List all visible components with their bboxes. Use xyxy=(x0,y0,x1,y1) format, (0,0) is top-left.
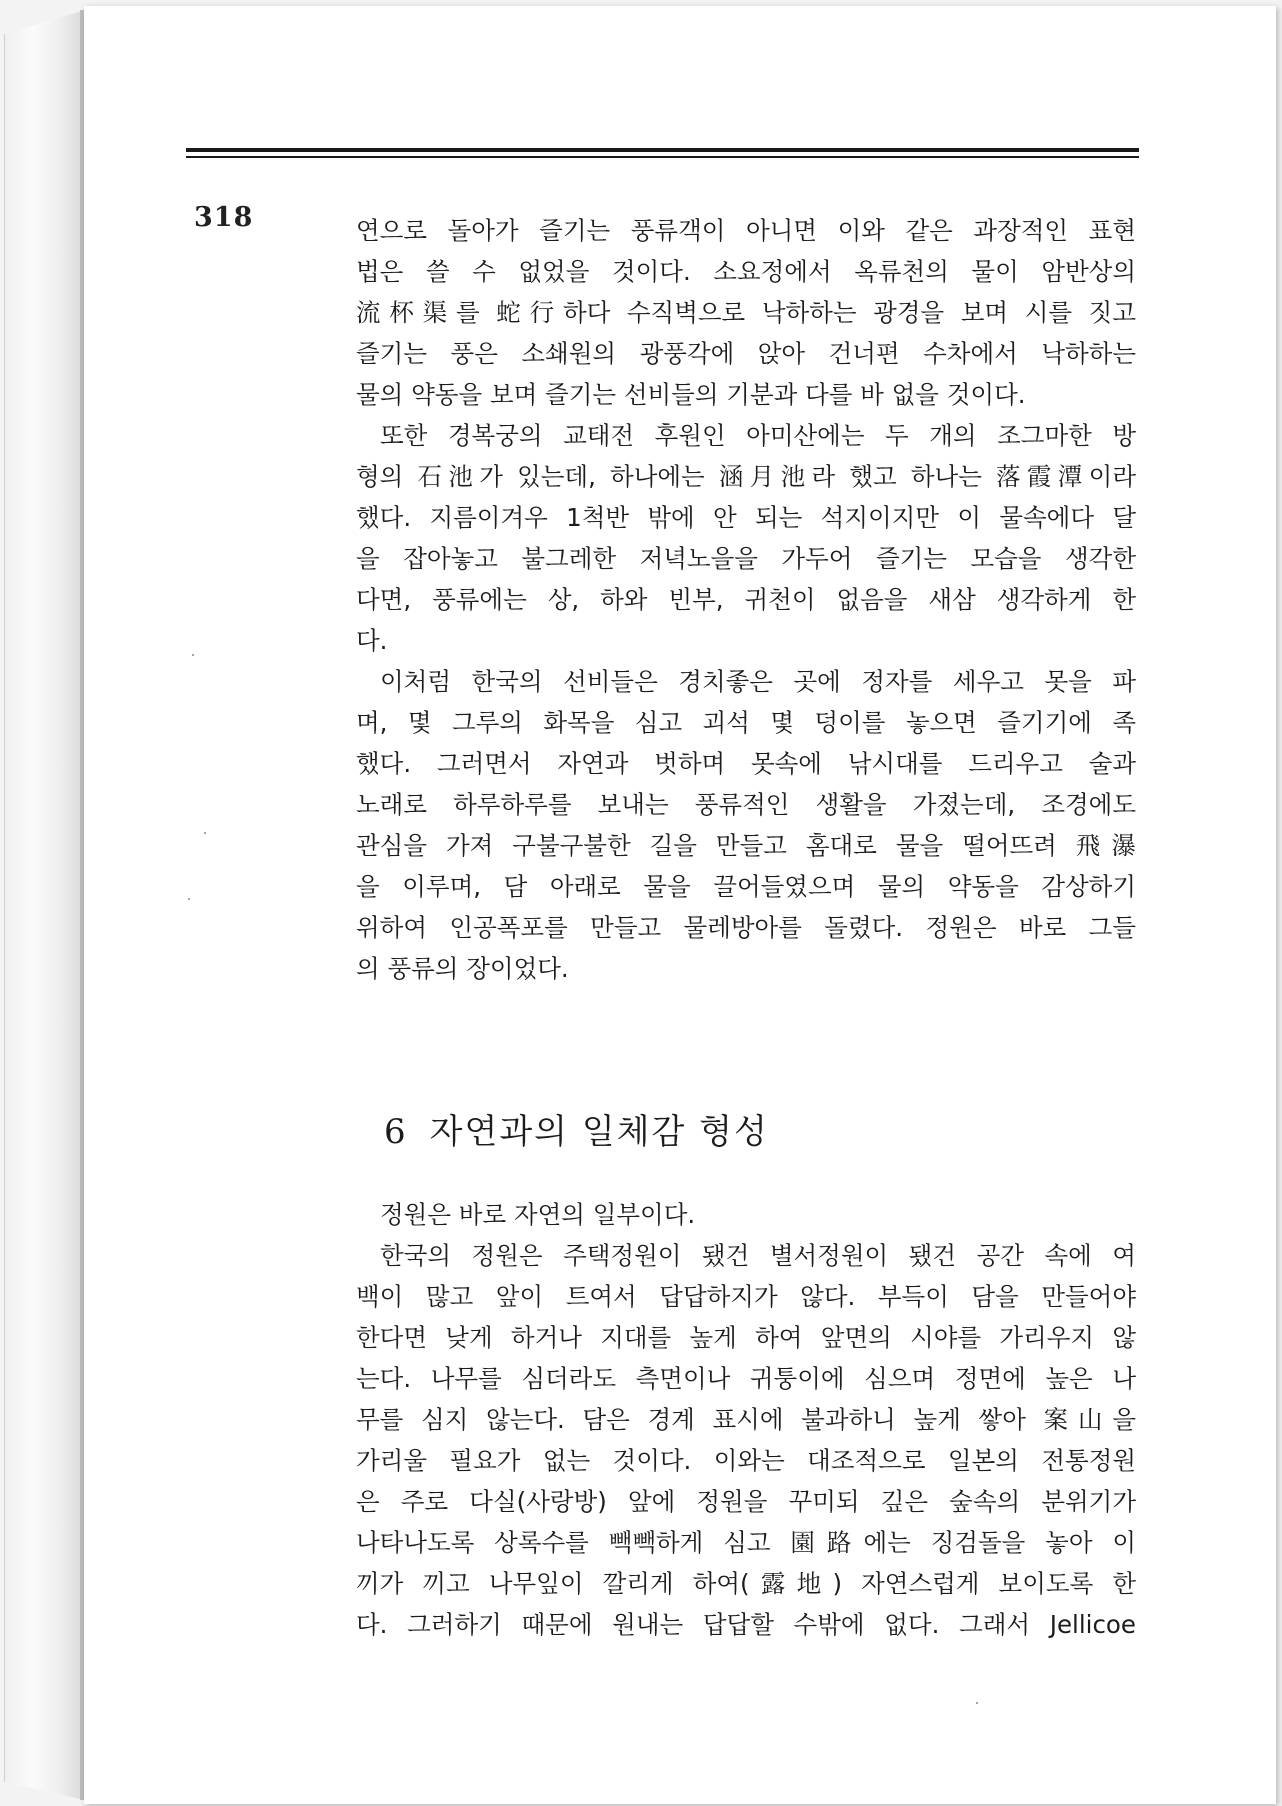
text-line: 관심을 가져 구불구불한 길을 만들고 홈대로 물을 떨어뜨려 飛瀑 xyxy=(356,831,1136,860)
text-line: 가리울 필요가 없는 것이다. 이와는 대조적으로 일본의 전통정원 xyxy=(356,1446,1136,1475)
text-line: 연으로 돌아가 즐기는 풍류객이 아니면 이와 같은 과장적인 표현 xyxy=(356,216,1136,245)
text-line: 위하여 인공폭포를 만들고 물레방아를 돌렸다. 정원은 바로 그들 xyxy=(356,913,1136,942)
header-rule-thick xyxy=(186,148,1139,152)
book-page xyxy=(84,6,1276,1804)
text-line: 을 잡아놓고 불그레한 저녁노을을 가두어 즐기는 모습을 생각한 xyxy=(356,544,1136,573)
text-line: 법은 쓸 수 없었을 것이다. 소요정에서 옥류천의 물이 암반상의 xyxy=(356,257,1136,286)
text-line: 한다면 낮게 하거나 지대를 높게 하여 앞면의 시야를 가리우지 않 xyxy=(356,1323,1136,1352)
text-line: 는다. 나무를 심더라도 측면이나 귀퉁이에 심으며 정면에 높은 나 xyxy=(356,1364,1136,1393)
text-line: 즐기는 풍은 소쇄원의 광풍각에 앉아 건너편 수차에서 낙하하는 xyxy=(356,339,1136,368)
section-number: 6 xyxy=(384,1112,408,1152)
text-line: 다. 그러하기 때문에 원내는 답답할 수밖에 없다. 그래서 Jellicoe xyxy=(356,1610,1136,1639)
scan-speck xyxy=(192,654,194,656)
scan-speck xyxy=(204,832,206,834)
text-line: 했다. 지름이겨우 1척반 밖에 안 되는 석지이지만 이 물속에다 달 xyxy=(356,503,1136,532)
text-line: 을 이루며, 담 아래로 물을 끌어들였으며 물의 약동을 감상하기 xyxy=(356,872,1136,901)
text-line: 나타나도록 상록수를 빽빽하게 심고 園路에는 징검돌을 놓아 이 xyxy=(356,1528,1136,1557)
text-line: 또한 경복궁의 교태전 후원인 아미산에는 두 개의 조그마한 방 xyxy=(380,421,1136,450)
text-line: 한국의 정원은 주택정원이 됐건 별서정원이 됐건 공간 속에 여 xyxy=(380,1241,1136,1270)
book-page-stack-edge xyxy=(4,10,85,1800)
text-line: 형의 石池가 있는데, 하나에는 涵月池라 했고 하나는 落霞潭이라 xyxy=(356,462,1136,491)
text-line: 다면, 풍류에는 상, 하와 빈부, 귀천이 없음을 새삼 생각하게 한 xyxy=(356,585,1136,614)
text-line: 했다. 그러면서 자연과 벗하며 못속에 낚시대를 드리우고 술과 xyxy=(356,749,1136,778)
text-line: 끼가 끼고 나무잎이 깔리게 하여(露地) 자연스럽게 보이도록 한 xyxy=(356,1569,1136,1598)
header-rule-thin xyxy=(186,156,1139,158)
text-line: 정원은 바로 자연의 일부이다. xyxy=(380,1200,696,1229)
text-line: 流杯渠를 蛇行하다 수직벽으로 낙하하는 광경을 보며 시를 짓고 xyxy=(356,298,1136,327)
section-title: 자연과의 일체감 형성 xyxy=(429,1112,769,1152)
section-heading xyxy=(384,1104,769,1153)
page-number: 318 xyxy=(194,202,254,233)
text-line: 의 풍류의 장이었다. xyxy=(356,954,569,983)
text-line: 노래로 하루하루를 보내는 풍류적인 생활을 가졌는데, 조경에도 xyxy=(356,790,1136,819)
text-line: 은 주로 다실(사랑방) 앞에 정원을 꾸미되 깊은 숲속의 분위기가 xyxy=(356,1487,1136,1516)
body-text-lower xyxy=(356,1194,1136,1645)
text-line: 무를 심지 않는다. 담은 경계 표시에 불과하니 높게 쌓아 案山을 xyxy=(356,1405,1136,1434)
text-line: 이처럼 한국의 선비들은 경치좋은 곳에 정자를 세우고 못을 파 xyxy=(380,667,1136,696)
text-line: 물의 약동을 보며 즐기는 선비들의 기분과 다를 바 없을 것이다. xyxy=(356,380,1026,409)
body-text-upper xyxy=(356,210,1136,989)
text-line: 다. xyxy=(356,626,388,655)
text-line: 며, 몇 그루의 화목을 심고 괴석 몇 덩이를 놓으면 즐기기에 족 xyxy=(356,708,1136,737)
scan-speck xyxy=(188,898,190,900)
scan-speck xyxy=(976,1702,978,1704)
text-line: 백이 많고 앞이 트여서 답답하지가 않다. 부득이 담을 만들어야 xyxy=(356,1282,1136,1311)
